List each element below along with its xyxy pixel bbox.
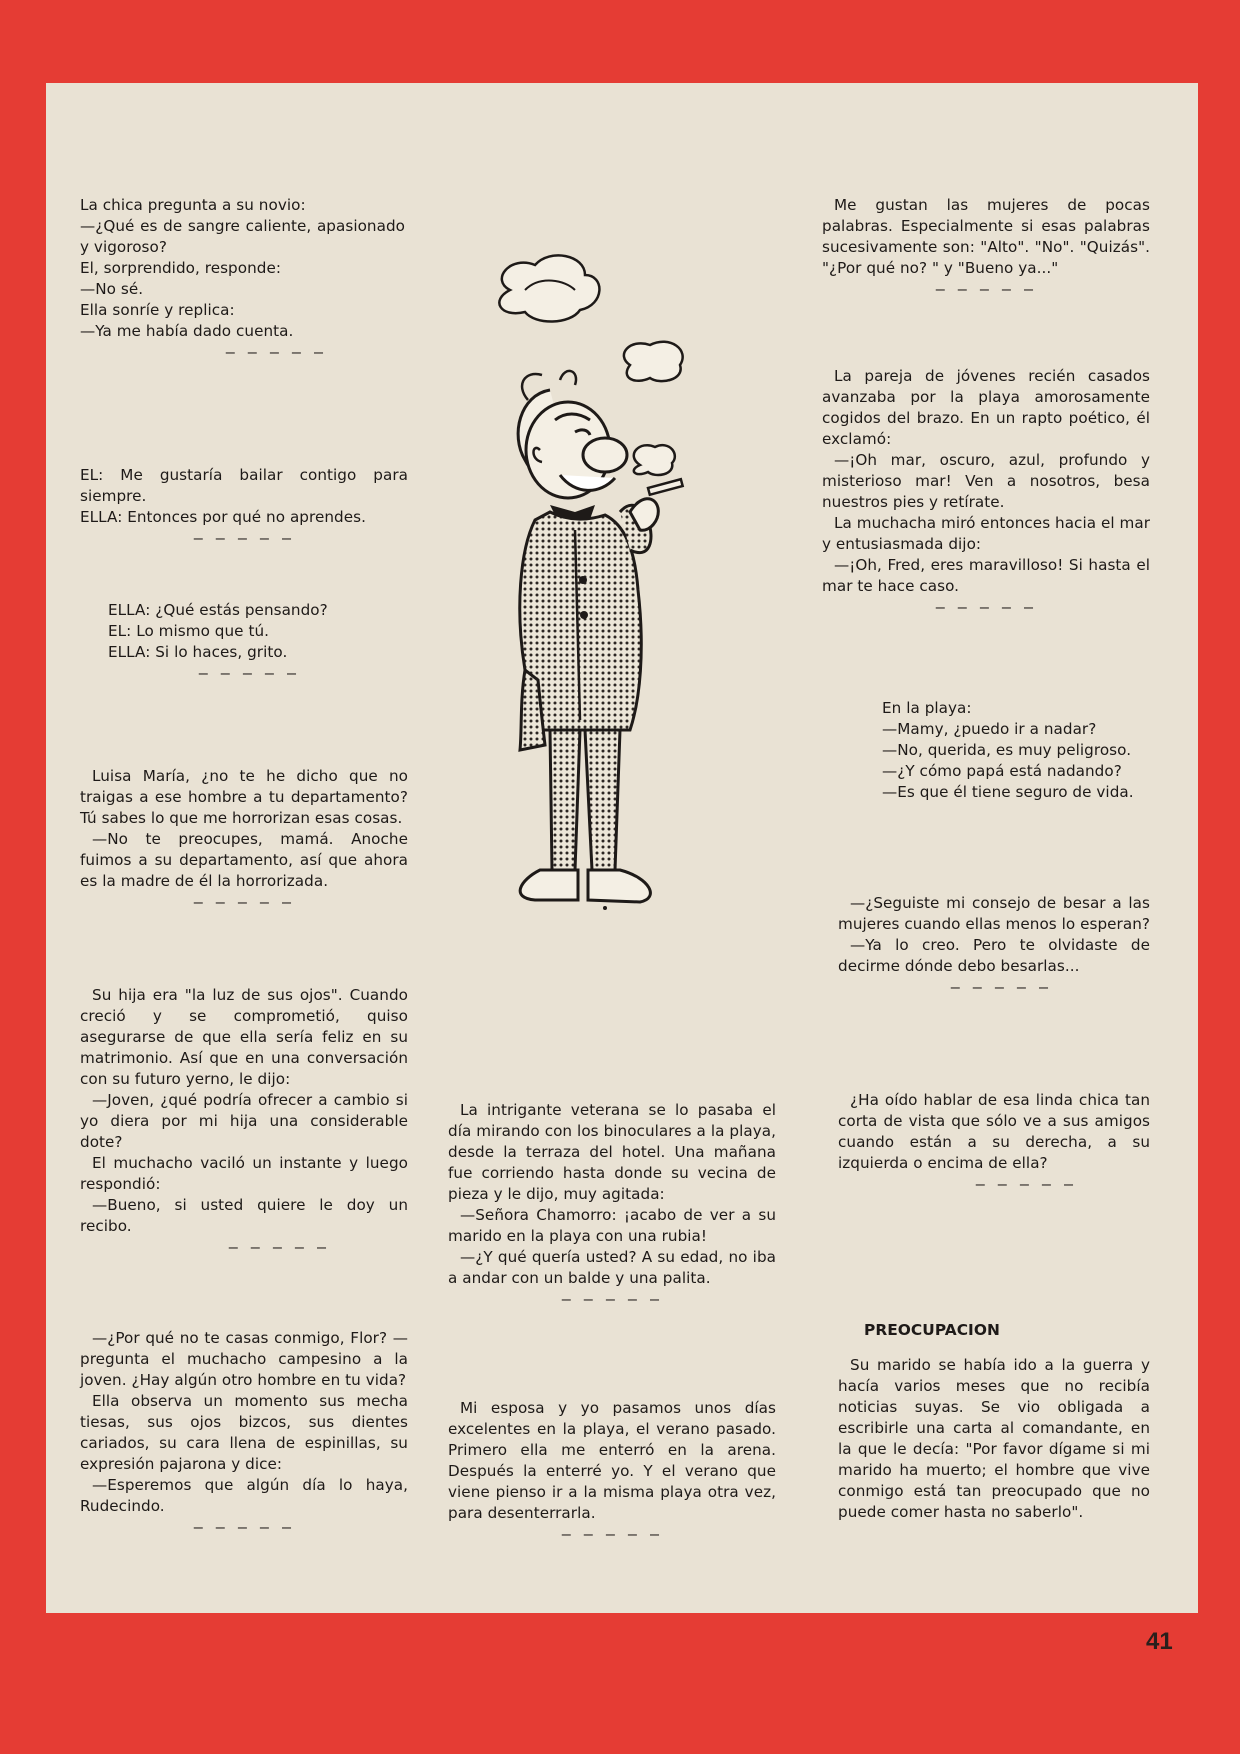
separator: — — — — —: [193, 529, 293, 547]
separator: — — — — —: [561, 1290, 661, 1308]
joke-line: —No, querida, es muy peligroso.: [882, 741, 1132, 759]
joke-line: —¿Por qué no te casas conmigo, Flor? —pregunta el muchacho campesino a la joven. ¿Hay algún otro hombre en tu vida?: [80, 1329, 408, 1389]
joke-line: —Ya me había dado cuenta.: [80, 322, 294, 340]
joke-line: La intrigante veterana se lo pasaba el día mirando con los binoculares a la playa, desde la terraza del hotel. Una mañana fue corriendo hasta donde su vecina de pieza y le dijo, muy agitada:: [448, 1101, 776, 1203]
joke-line: Su hija era "la luz de sus ojos". Cuando creció y se comprometió, quiso asegurarse de que ella sería feliz en su matrimonio. Así que en una conversación con su futuro yerno, le dijo:: [80, 986, 408, 1088]
separator: — — — — —: [975, 1175, 1075, 1193]
joke-line: Luisa María, ¿no te he dicho que no traigas a ese hombre a tu departamento? Tú sabes lo que me horrorizan esas cosas.: [80, 767, 408, 827]
separator: — — — — —: [935, 598, 1035, 616]
joke-9: [822, 195, 1150, 300]
joke-5: [80, 985, 408, 1258]
separator: — — — — —: [935, 280, 1035, 298]
joke-line: —¿Qué es de sangre caliente, apasionado y vigoroso?: [80, 217, 405, 256]
joke-line: —¡Oh mar, oscuro, azul, profundo y misterioso mar! Ven a nosotros, besa nuestros pies y retírate.: [822, 451, 1150, 511]
joke-line: El, sorprendido, responde:: [80, 259, 282, 277]
separator: — — — — —: [198, 664, 298, 682]
joke-line: ELLA: Entonces por qué no aprendes.: [80, 508, 366, 526]
separator: — — — — —: [228, 1238, 328, 1256]
joke-line: —¿Y cómo papá está nadando?: [882, 762, 1122, 780]
joke-line: EL: Me gustaría bailar contigo para siempre.: [80, 466, 408, 505]
joke-11: [882, 698, 1152, 803]
joke-12: [838, 893, 1150, 998]
joke-line: ¿Ha oído hablar de esa linda chica tan corta de vista que sólo ve a sus amigos cuando están a su derecha, a su izquierda o encima de ella?: [838, 1091, 1150, 1172]
joke-1: [80, 195, 405, 363]
joke-line: ELLA: ¿Qué estás pensando?: [108, 601, 328, 619]
joke-line: Ella observa un momento sus mecha tiesas, sus ojos bizcos, sus dientes cariados, su cara llena de espinillas, su expresión pajarona y dice:: [80, 1392, 408, 1473]
joke-line: —¿Seguiste mi consejo de besar a las mujeres cuando ellas menos lo esperan?: [838, 894, 1150, 933]
joke-line: En la playa:: [882, 699, 972, 717]
separator: — — — — —: [225, 343, 325, 361]
separator: — — — — —: [193, 1518, 293, 1536]
joke-line: Mi esposa y yo pasamos unos días excelentes en la playa, el verano pasado. Primero ella me enterró en la arena. Después la enterré yo. Y el verano que viene pienso ir a la misma playa otra vez, para desenterrarla.: [448, 1399, 776, 1522]
joke-line: —Mamy, ¿puedo ir a nadar?: [882, 720, 1097, 738]
joke-line: La muchacha miró entonces hacia el mar y entusiasmada dijo:: [822, 514, 1151, 553]
joke-line: —No te preocupes, mamá. Anoche fuimos a su departamento, así que ahora es la madre de él la horrorizada.: [80, 830, 408, 890]
joke-line: —¡Oh, Fred, eres maravilloso! Si hasta el mar te hace caso.: [822, 556, 1150, 595]
joke-13: [838, 1090, 1150, 1195]
joke-line: La chica pregunta a su novio:: [80, 196, 306, 214]
joke-line: —Joven, ¿qué podría ofrecer a cambio si yo diera por mi hija una considerable dote?: [80, 1091, 408, 1151]
cartoon-man-smoking-illustration: [480, 250, 750, 930]
joke-10: [822, 366, 1150, 618]
joke-3: [108, 600, 408, 684]
separator: — — — — —: [193, 893, 293, 911]
joke-line: —Ya lo creo. Pero te olvidaste de decirme dónde debo besarlas...: [838, 936, 1150, 975]
joke-line: —Esperemos que algún día lo haya, Rudecindo.: [80, 1476, 408, 1515]
joke-line: Me gustan las mujeres de pocas palabras. Especialmente si esas palabras sucesivamente son: "Alto". "No". "Quizás". "¿Por qué no? " y "Bueno ya...": [822, 196, 1150, 277]
joke-line: —No sé.: [80, 280, 144, 298]
joke-heading: PREOCUPACION: [864, 1321, 1000, 1339]
separator: — — — — —: [950, 978, 1050, 996]
joke-6: [80, 1328, 408, 1538]
joke-line: ELLA: Si lo haces, grito.: [108, 643, 288, 661]
joke-7: [448, 1100, 776, 1310]
joke-line: La pareja de jóvenes recién casados avanzaba por la playa amorosamente cogidos del brazo. En un rapto poético, él exclamó:: [822, 367, 1150, 448]
joke-line: Ella sonríe y replica:: [80, 301, 235, 319]
separator: — — — — —: [561, 1525, 661, 1543]
joke-2: [80, 465, 408, 549]
joke-line: —Señora Chamorro: ¡acabo de ver a su marido en la playa con una rubia!: [448, 1206, 776, 1245]
joke-14: [838, 1320, 1150, 1523]
joke-line: El muchacho vaciló un instante y luego respondió:: [80, 1154, 408, 1193]
joke-line: —¿Y qué quería usted? A su edad, no iba a andar con un balde y una palita.: [448, 1248, 776, 1287]
joke-line: —Bueno, si usted quiere le doy un recibo.: [80, 1196, 408, 1235]
joke-4: [80, 766, 408, 913]
joke-line: Su marido se había ido a la guerra y hacía varios meses que no recibía noticias suyas. Se vio obligada a escribirle una carta al comandante, en la que le decía: "Por favor dígame si mi marido ha muerto; el hombre que vive conmigo está tan preocupado que no puede comer hasta no saberlo".: [838, 1356, 1150, 1521]
joke-8: [448, 1398, 776, 1545]
joke-line: EL: Lo mismo que tú.: [108, 622, 270, 640]
page-number: 41: [1146, 1628, 1173, 1655]
joke-line: —Es que él tiene seguro de vida.: [882, 783, 1134, 801]
